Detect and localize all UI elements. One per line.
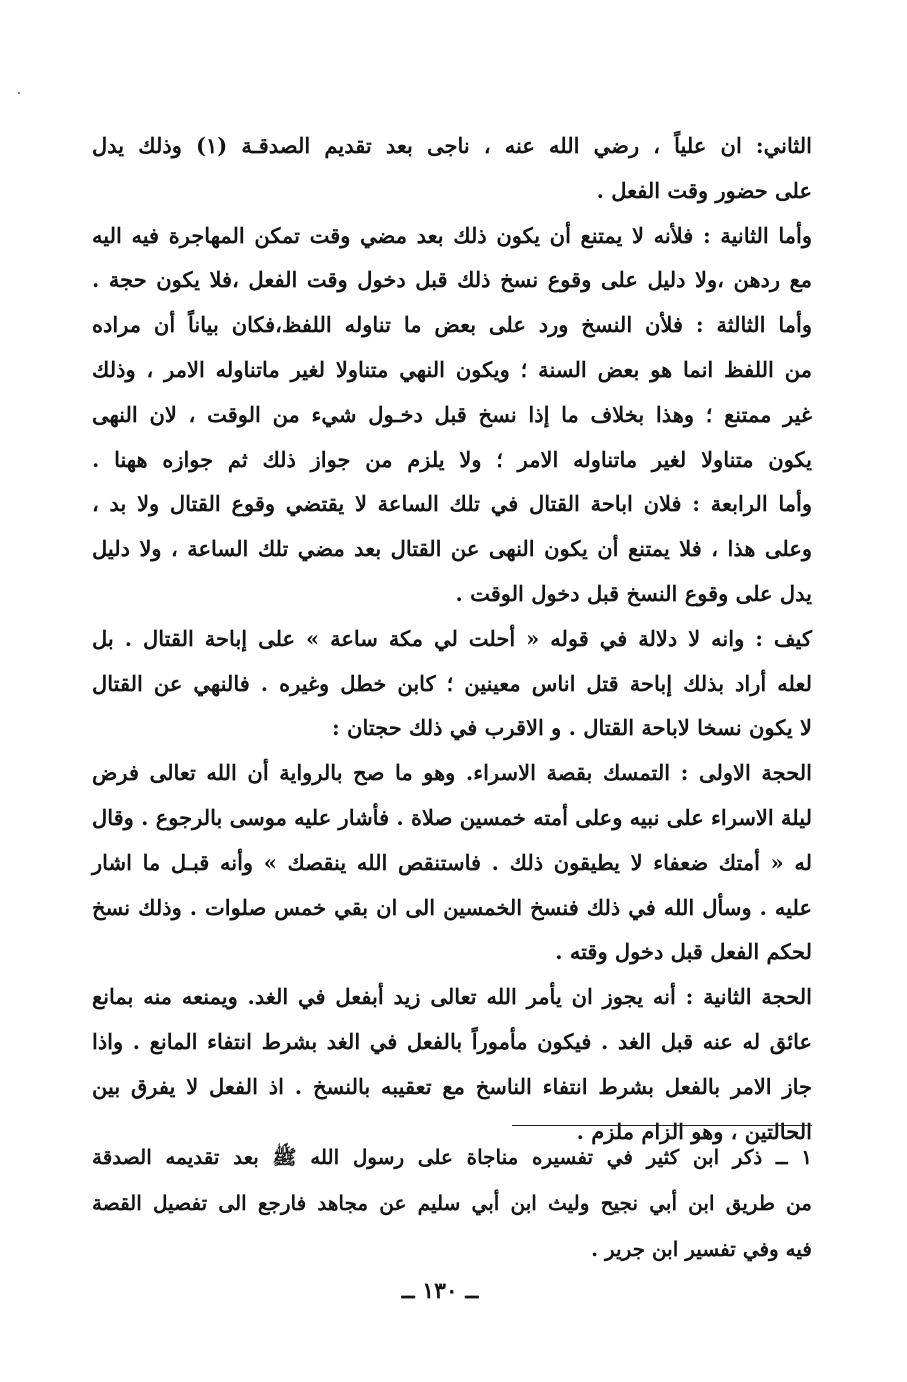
text-line: عائق له عنه قبل الغد . فيكون مأموراً بالفعل في الغد بشرط انتفاء المانع . واذا <box>92 1028 812 1054</box>
text-line: يكون متناولا لغير ماتناوله الامر ؛ ولا يلزم من جواز ذلك ثم جوازه ههنا . <box>92 446 812 472</box>
text-line: الحجة الاولى : التمسك بقصة الاسراء. وهو ما صح بالرواية أن الله تعالى فرض <box>92 760 812 786</box>
text-line: من اللفظ انما هو بعض السنة ؛ ويكون النهي متناولا لغير ماتناوله الامر ، وذلك <box>92 356 812 382</box>
footnote-divider <box>512 1125 812 1126</box>
text-line: له « أمتك ضعفاء لا يطيقون ذلك . فاستنقص الله ينقصك » وأنه قبـل ما اشار <box>92 849 812 875</box>
footnote <box>92 1134 812 1272</box>
text-line: ليلة الاسراء على نبيه وعلى أمته خمسين صلاة . فأشار عليه موسى بالرجوع . وقال <box>91 804 812 830</box>
text-line: لا يكون نسخا لاباحة القتال . و الاقرب في ذلك حجتان : <box>331 715 812 741</box>
text-line: وأما الثانية : فلأنه لا يمتنع أن يكون ذلك بعد مضي وقت تمكن المهاجرة فيه اليه <box>92 222 812 248</box>
text-line: وعلى هذا ، فلا يمتنع أن يكون النهى عن القتال بعد مضي تلك الساعة ، ولا دليل <box>92 536 812 562</box>
text-line: لعله أراد بذلك إباحة قتل اناس معينين ؛ كابن خطل وغيره . فالنهي عن القتال <box>92 670 812 696</box>
page-number: ــ ١٣٠ ــ <box>401 1278 479 1304</box>
text-line: جاز الامر بالفعل بشرط انتفاء الناسخ مع تعقيبه بالنسخ . اذ الفعل لا يفرق بين <box>92 1073 812 1099</box>
text-line: على حضور وقت الفعل . <box>596 177 812 203</box>
scan-speck <box>18 92 20 94</box>
text-line: وأما الثالثة : فلأن النسخ ورد على بعض ما تناوله اللفظ،فكان بياناً أن مراده <box>92 312 812 338</box>
text-line: الحالتين ، وهو الزام ملزم . <box>576 1118 812 1144</box>
text-line: كيف : وانه لا دلالة في قوله « أحلت لي مكة ساعة » على إباحة القتال . بل <box>92 625 812 651</box>
text-line: الحجة الثانية : أنه يجوز ان يأمر الله تعالى زيد أبفعل في الغد. ويمنعه منه بمانع <box>92 984 812 1010</box>
text-line: غير ممتنع ؛ وهذا بخلاف ما إذا نسخ قبل دخـول شيء من الوقت ، لان النهى <box>92 401 812 427</box>
text-line: لحكم الفعل قبل دخول وقته . <box>555 939 812 965</box>
text-line: عليه . وسأل الله في ذلك فنسخ الخمسين الى ان بقي خمس صلوات . وذلك نسخ <box>92 894 812 920</box>
text-line: يدل على وقوع النسخ قبل دخول الوقت . <box>455 580 812 606</box>
footnote-line: ١ ــ ذكر ابن كثير في تفسيره مناجاة على رسول الله ﷺ بعد تقديمه الصدقة <box>92 1145 812 1169</box>
main-text <box>92 124 812 1154</box>
footnote-line: من طريق ابن أبي نجيح وليث ابن أبي سليم عن مجاهد فارجع الى تفصيل القصة <box>92 1191 812 1215</box>
text-line: مع ردهن ،ولا دليل على وقوع نسخ ذلك قبل دخول وقت الفعل ،فلا يكون حجة . <box>92 267 812 293</box>
footnote-line: فيه وفي تفسير ابن جرير . <box>591 1237 812 1261</box>
text-line: وأما الرابعة : فلان اباحة القتال في تلك الساعة لا يقتضي وقوع القتال ولا بد ، <box>92 491 812 517</box>
text-line: الثاني: ان علياً ، رضي الله عنه ، ناجى بعد تقديم الصدقـة (١) وذلك يدل <box>92 133 812 158</box>
